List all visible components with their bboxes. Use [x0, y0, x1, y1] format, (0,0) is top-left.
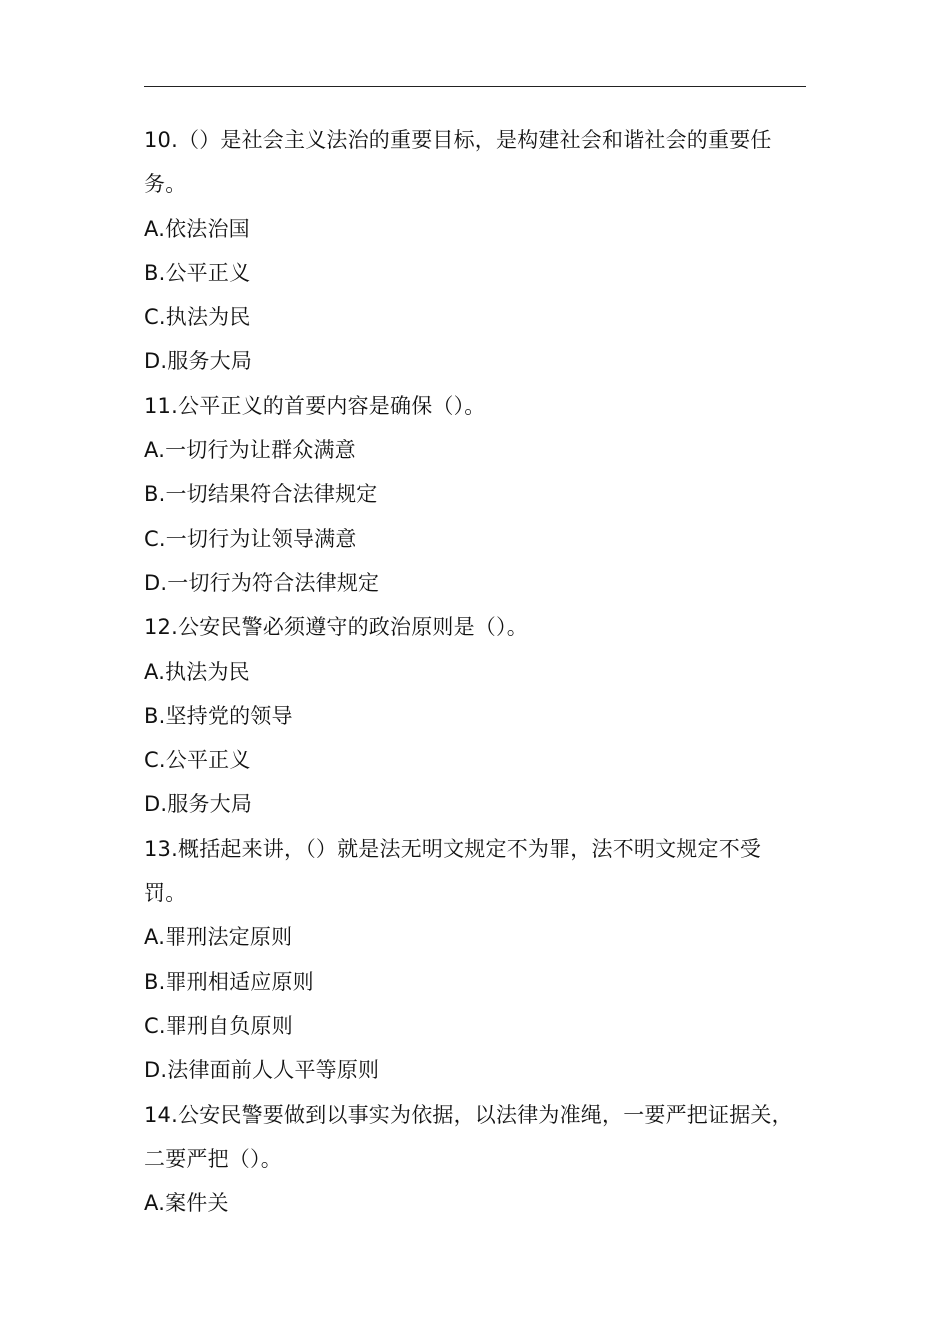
option-a: A.依法治国 — [144, 216, 250, 241]
option-b: B.公平正义 — [144, 260, 251, 285]
option-b: B.罪刑相适应原则 — [144, 969, 314, 994]
option-a: A.案件关 — [144, 1191, 229, 1216]
option-c: C.罪刑自负原则 — [144, 1013, 293, 1038]
option-d: D.服务大局 — [144, 349, 253, 374]
option-c: C.一切行为让领导满意 — [144, 526, 357, 551]
option-b: B.一切结果符合法律规定 — [144, 482, 378, 507]
question-stem: 12.公安民警必须遵守的政治原则是（）。 — [144, 615, 528, 640]
option-d: D.法律面前人人平等原则 — [144, 1058, 380, 1083]
question-stem-continued: 务。 — [144, 172, 187, 197]
question-stem: 10.（）是社会主义法治的重要目标，是构建社会和谐社会的重要任 — [144, 128, 772, 152]
question-14 — [144, 1093, 820, 1226]
question-stem: 11.公平正义的首要内容是确保（）。 — [144, 393, 486, 418]
question-11 — [144, 384, 820, 605]
question-12 — [144, 605, 820, 826]
option-b: B.坚持党的领导 — [144, 703, 293, 728]
option-a: A.执法为民 — [144, 659, 250, 684]
option-c: C.公平正义 — [144, 748, 251, 773]
option-a: A.罪刑法定原则 — [144, 925, 293, 950]
question-stem-continued: 二要严把（）。 — [144, 1146, 282, 1171]
question-13 — [144, 827, 820, 1093]
header-rule — [144, 86, 806, 87]
question-list — [144, 118, 820, 1225]
option-c: C.执法为民 — [144, 305, 251, 330]
question-stem: 13.概括起来讲，（）就是法无明文规定不为罪，法不明文规定不受 — [144, 836, 762, 861]
option-a: A.一切行为让群众满意 — [144, 438, 356, 463]
option-d: D.服务大局 — [144, 792, 253, 817]
question-stem: 14.公安民警要做到以事实为依据，以法律为准绳，一要严把证据关， — [144, 1102, 793, 1127]
option-d: D.一切行为符合法律规定 — [144, 570, 380, 595]
question-10 — [144, 118, 820, 384]
question-stem-continued: 罚。 — [144, 881, 187, 906]
